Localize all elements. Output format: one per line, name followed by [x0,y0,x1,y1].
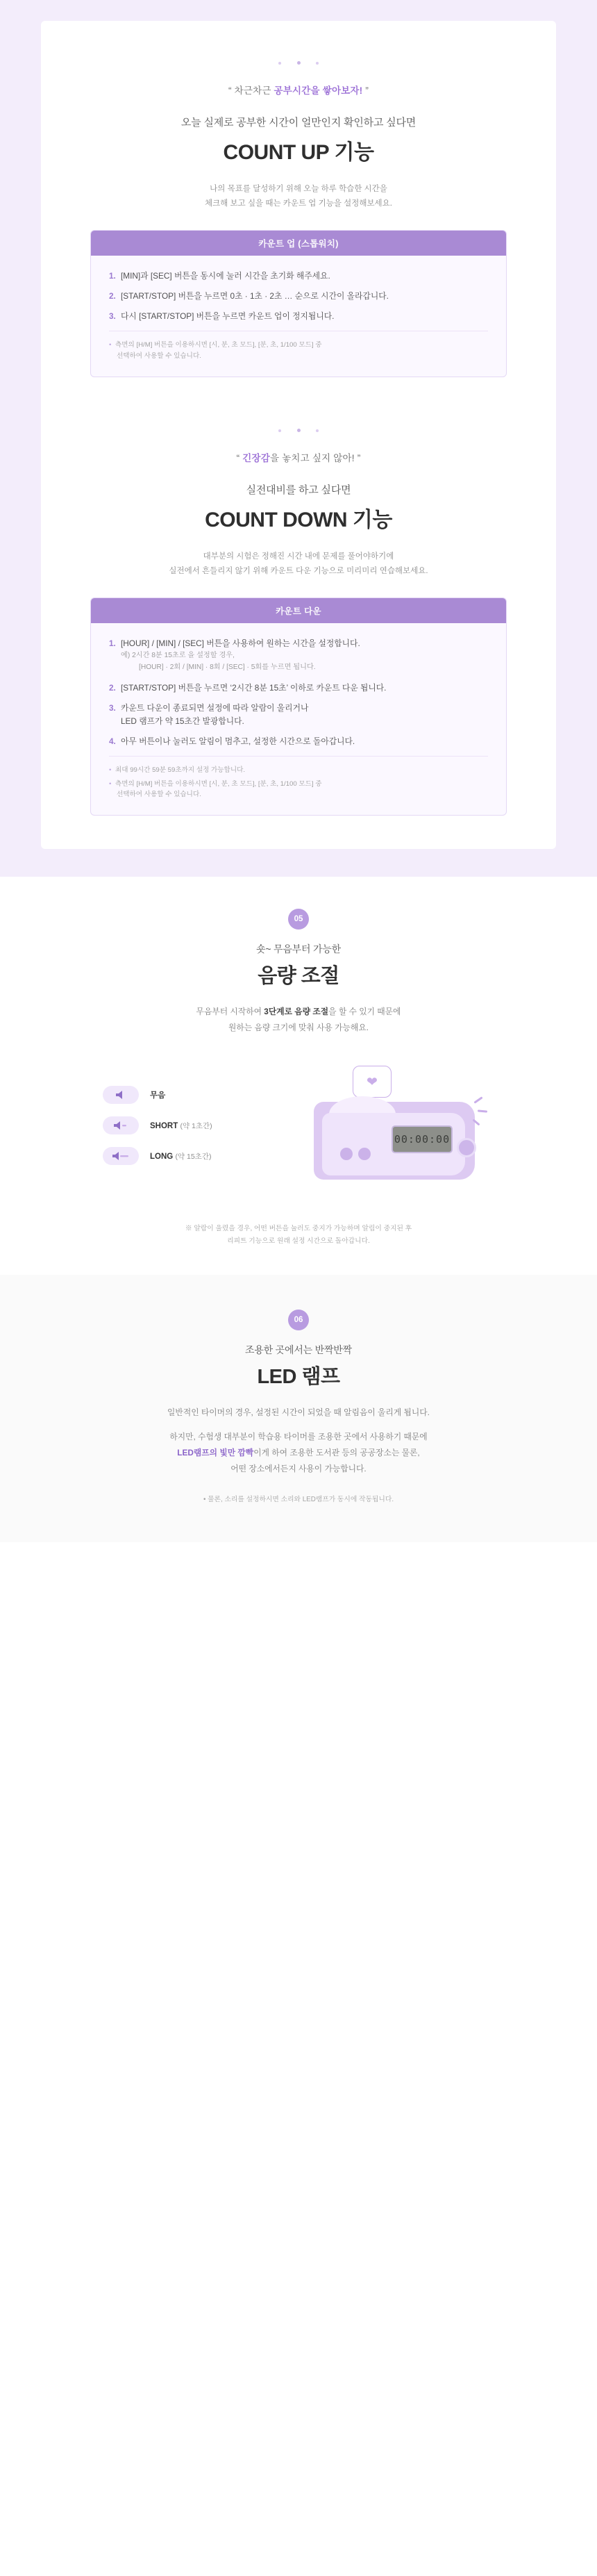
quote-prefix: 차근차근 [234,85,274,96]
note-main: 측면의 [H/M] 버튼을 이용하시면 [시, 분, 초 모드], [분, 초, 1/100 모드] 중 [115,779,322,788]
volume-desc-c: 을 할 수 있기 때문에 [328,1007,401,1017]
volume-label-text: SHORT [150,1121,178,1130]
countup-panel [90,230,507,378]
note-sub: 선택하여 사용할 수 있습니다. [117,790,201,798]
step-number: 3. [109,311,116,322]
countup-notes [109,331,488,361]
dot [278,429,281,432]
section-volume [0,877,597,1275]
device-lcd-display [392,1125,453,1153]
step-text-line2: LED 램프가 약 15초간 발광합니다. [121,716,244,726]
step-number: 1. [109,638,116,648]
volume-level-list [103,1086,269,1178]
white-card [41,21,556,849]
countdown-notes [109,756,488,800]
quote-suffix: 을 놓치고 싶지 않아! [270,453,355,464]
quote-highlight: 공부시간을 쌓아보자! [274,85,363,96]
volume-label [150,1151,211,1162]
section-gap [41,383,556,409]
step-number: 4. [109,736,116,746]
led-note: • 물론, 소리를 설정하시면 소리와 LED램프가 동시에 작동됩니다. [203,1496,394,1504]
step-number: 2. [109,683,116,693]
step-number: 3. [109,703,116,713]
note-item [109,340,488,361]
device-button-left [340,1148,353,1160]
list-item [109,270,488,282]
quote-close-mark: ” [365,85,369,96]
footnote-line2: 리피트 기능으로 원래 설정 시간으로 돌아갑니다. [227,1237,370,1245]
list-item [103,1147,269,1165]
heart-speech-bubble [353,1066,392,1098]
footnote-line1: ※ 알람이 울렸을 경우, 어떤 버튼을 눌러도 중지가 가능하며 알림이 중지된 후 [185,1225,412,1233]
led-description [0,1405,597,1477]
speaker-high-icon [103,1147,139,1165]
note-main: 측면의 [H/M] 버튼을 이용하시면 [시, 분, 초 모드], [분, 초, 1/100 모드] 중 [115,341,322,349]
dot-separator-mid [41,429,556,432]
section-badge-05: 05 [288,909,309,930]
dot [297,61,301,65]
volume-desc-line2: 원하는 음량 크기에 맞춰 사용 가능해요. [228,1022,369,1032]
led-desc-emphasis: LED램프의 빛만 깜빡 [177,1448,254,1458]
countup-description [41,182,556,212]
led-desc-line3 [0,1445,597,1461]
countdown-title: COUNT DOWN 기능 [205,509,392,532]
led-desc-line2: 하지만, 수험생 대부분이 학습용 타이머를 조용한 곳에서 사용하기 때문에 [169,1432,428,1442]
step-text [121,702,488,727]
countup-quote [41,83,556,97]
countdown-desc-line1: 대부분의 시험은 정해진 시간 내에 문제를 풀어야하기에 [203,552,394,561]
led-subline: 조용한 곳에서는 반짝반짝 [245,1344,352,1356]
volume-label-paren: (약 1초간) [180,1121,212,1130]
led-desc-line3-rest: 이게 하여 조용한 도서관 등의 공공장소는 물론, [253,1448,420,1458]
countdown-panel [90,597,507,816]
volume-title: 음량 조절 [258,965,339,988]
section-badge-06: 06 [288,1310,309,1330]
section-countup-countdown [0,0,597,877]
volume-footnote [0,1223,597,1247]
countdown-panel-body [91,623,506,816]
step-text-main: [HOUR] / [MIN] / [SEC] 버튼을 사용하여 원하는 시간을 설정합니다. [121,638,360,648]
list-item [109,290,488,302]
volume-label-text: LONG [150,1152,174,1161]
speaker-mute-icon [103,1086,139,1104]
led-desc-line1: 일반적인 타이머의 경우, 설정된 시간이 되었을 때 알림음이 울리게 됩니다. [167,1407,430,1418]
quote-highlight: 긴장감 [242,453,270,464]
volume-label [150,1089,165,1100]
list-item [109,637,488,674]
led-title: LED 램프 [257,1366,340,1389]
dot [297,429,301,432]
list-item [109,702,488,727]
note-sub: 선택하여 사용할 수 있습니다. [117,352,201,360]
countup-panel-header: 카운트 업 (스톱워치) [91,231,506,256]
list-item [103,1116,269,1134]
step-substeps [121,650,488,674]
lcd-time-value: 00:00:00 [394,1133,451,1146]
countdown-quote [41,450,556,464]
countup-subline: 오늘 실제로 공부한 시간이 얼만인지 확인하고 싶다면 [180,117,417,129]
step-text-main: 카운트 다운이 종료되면 설정에 따라 알람이 울리거나 [121,703,309,713]
countup-steps [109,270,488,323]
volume-illustration-row [0,1059,597,1202]
countdown-subline: 실전대비를 하고 싶다면 [246,484,351,497]
volume-desc-line1 [0,1004,597,1019]
step-text [121,637,488,674]
dot-separator-top [41,61,556,65]
list-item [109,310,488,322]
section-led [0,1275,597,1542]
countup-desc-line1: 나의 목표를 달성하기 위해 오늘 하루 학습한 시간을 [210,185,387,193]
countup-panel-body [91,256,506,377]
quote-open-mark: “ [228,85,232,96]
volume-subline: 숏~ 무음부터 가능한 [256,943,341,955]
volume-desc-a: 무음부터 시작하여 [196,1007,264,1017]
step-number: 2. [109,290,116,301]
dot [316,62,319,65]
led-desc-line4: 어떤 장소에서든지 사용이 가능합니다. [230,1464,367,1474]
volume-desc-b: 3단계로 음량 조절 [264,1007,329,1017]
quote-open-mark: “ [236,453,240,464]
countdown-description [41,550,556,579]
list-item [109,682,488,694]
device-button-right [358,1148,371,1160]
dot [278,62,281,65]
countdown-desc-line2: 실전에서 흔들리지 않기 위해 카운트 다운 기능으로 미리미리 연습해보세요. [169,567,428,576]
timer-device-illustration [286,1066,494,1198]
step-sub-line2: [HOUR] · 2회 / [MIN] · 8회 / [SEC] · 5회를 누르면 됩니다. [139,663,316,672]
volume-label [150,1121,212,1131]
step-number: 1. [109,270,116,281]
speaker-low-icon [103,1116,139,1134]
step-text: [START/STOP] 버튼을 누르면 0초 · 1초 · 2초 … 순으로 시간이 올라갑니다. [121,290,389,301]
step-text: 아무 버튼이나 눌러도 알림이 멈추고, 설정한 시간으로 돌아갑니다. [121,736,355,746]
note-item [109,765,488,775]
step-text: [MIN]과 [SEC] 버튼을 동시에 눌러 시간을 초기화 해주세요. [121,270,330,281]
volume-label-text: 무음 [150,1091,166,1100]
step-sub-line1: 예) 2시간 8분 15초로 을 설정할 경우, [121,652,235,660]
volume-label-paren: (약 15초간) [175,1152,212,1161]
heart-icon: ❤ [367,1075,378,1090]
note-main: 최대 99시간 59분 59초까지 설정 가능합니다. [115,766,246,775]
countdown-panel-header: 카운트 다운 [91,598,506,623]
sparkle-icon [478,1109,487,1112]
list-item [103,1086,269,1104]
step-text: 다시 [START/STOP] 버튼을 누르면 카운트 업이 정지됩니다. [121,311,335,322]
countup-title: COUNT UP 기능 [223,141,374,164]
step-text: [START/STOP] 버튼을 누르면 ‘2시간 8분 15초’ 이하로 카운트 다운 됩니다. [121,683,387,693]
volume-description [0,1004,597,1035]
sparkle-icon [473,1096,482,1103]
note-item [109,779,488,800]
device-dial-knob [457,1138,476,1157]
list-item [109,735,488,748]
countup-desc-line2: 체크해 보고 싶을 때는 카운트 업 기능을 설정해보세요. [205,199,392,208]
countdown-steps [109,637,488,748]
quote-close-mark: ” [357,453,361,464]
dot [316,429,319,432]
